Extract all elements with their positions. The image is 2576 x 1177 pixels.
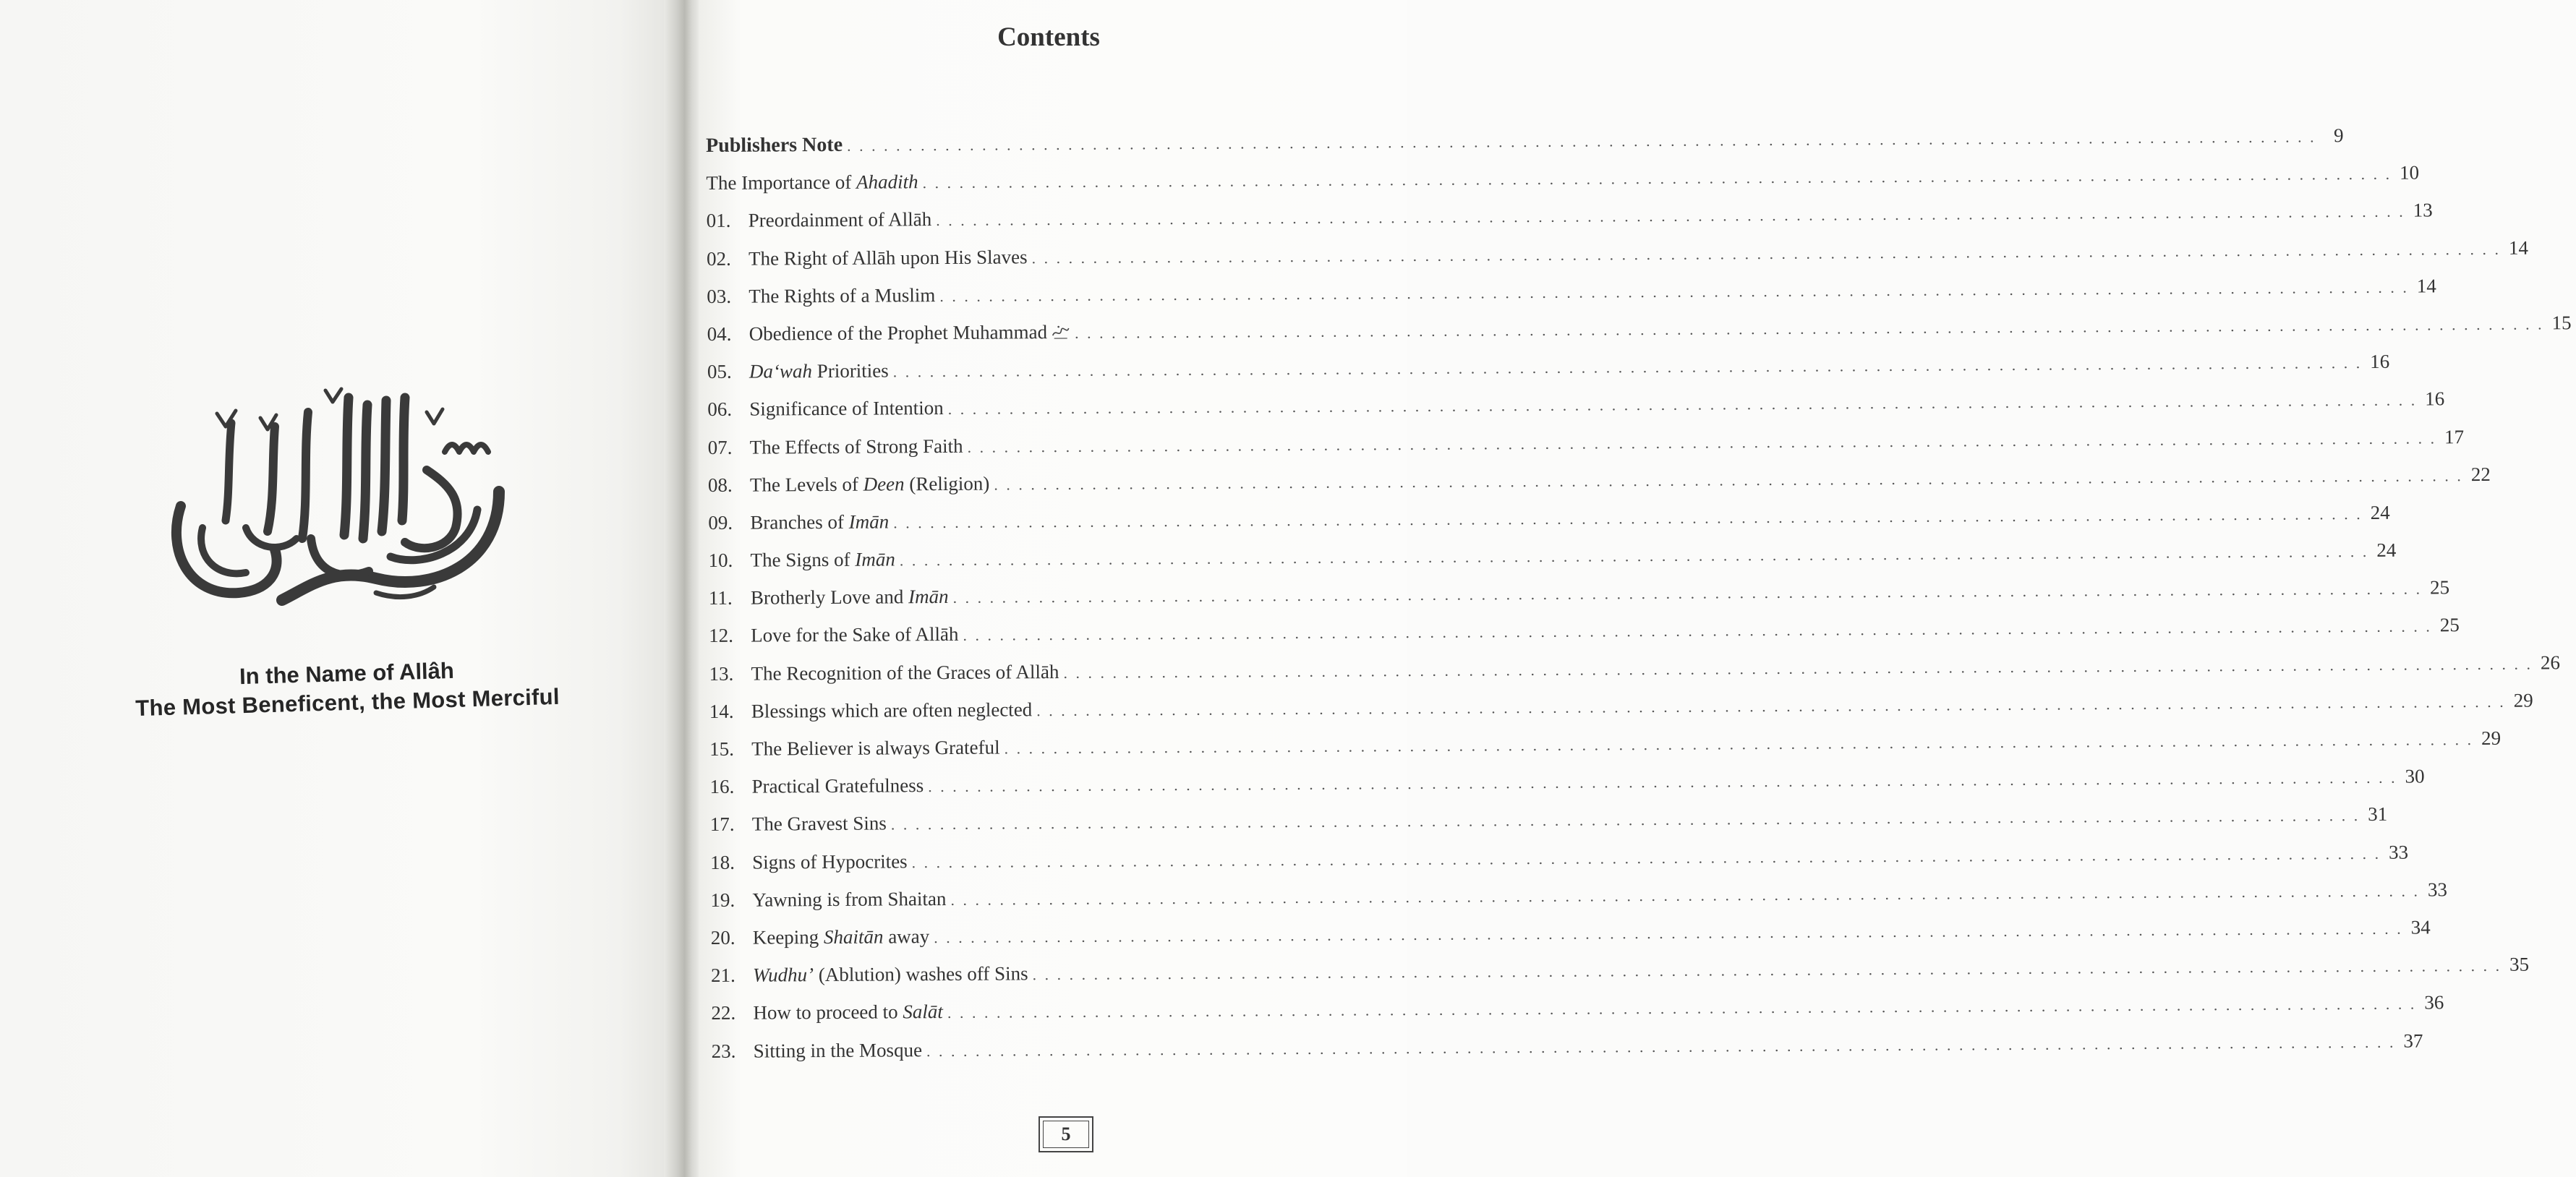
toc-entry-page: 24 <box>2376 539 2397 561</box>
toc-entry-page: 10 <box>2399 161 2420 184</box>
toc-title-text: Sitting in the Mosque <box>753 1038 923 1062</box>
toc-leader-dots: . . . . . . . . . . . . . . . . . . . . . . . . . . . . . . . . . . . . . . . . . . . . . . . . . . . . . . . . . . . . . . . . . . . . . . . . . . . . . . . . . . . . . . . . . . . . . . . . . . . . . . . . . . . . . . . . . . . . . . . . <box>847 127 2316 155</box>
toc-title-part: Brotherly Love and <box>750 586 909 609</box>
toc-entry-title <box>750 510 889 534</box>
toc-entry <box>710 841 2409 889</box>
toc-entry <box>707 275 2436 323</box>
toc-entry-title <box>752 850 908 873</box>
toc-entry-number: 01. <box>706 210 731 232</box>
toc-entry-number: 13. <box>709 662 734 685</box>
toc-entry-number: 14. <box>709 700 734 722</box>
toc-title-italic: Ahadith <box>856 171 918 193</box>
toc-leader-dots: . . . . . . . . . . . . . . . . . . . . . . . . . . . . . . . . . . . . . . . . . . . . . . . . . . . . . . . . . . . . . . . . . . . . . . . . . . . . . . . . . . . . . . . . . . . . . . . . . . . . . . . . . . . . . . . . . . . . . . . . <box>911 844 2381 871</box>
toc-entry-page: 25 <box>2429 576 2450 599</box>
toc-entry-title <box>750 435 963 458</box>
toc-entry-number: 17. <box>709 813 735 836</box>
toc-entry <box>711 991 2444 1040</box>
toc-entry-page: 25 <box>2439 614 2460 636</box>
toc-title-text: The Effects of Strong Faith <box>749 435 963 458</box>
toc-leader-dots: . . . . . . . . . . . . . . . . . . . . . . . . . . . . . . . . . . . . . . . . . . . . . . . . . . . . . . . . . . . . . . . . . . . . . . . . . . . . . . . . . . . . . . . . . . . . . . . . . . . . . . . . . . . . . . . . . . . . . . . . <box>934 919 2403 947</box>
toc-leader-dots: . . . . . . . . . . . . . . . . . . . . . . . . . . . . . . . . . . . . . . . . . . . . . . . . . . . . . . . . . . . . . . . . . . . . . . . . . . . . . . . . . . . . . . . . . . . . . . . . . . . . . . . . . . . . . . . . . . . . . . . . <box>947 390 2418 419</box>
toc-entry <box>710 916 2431 964</box>
toc-entry-title <box>752 888 946 912</box>
toc-entry-number: 23. <box>711 1040 736 1062</box>
toc-title-part: (Religion) <box>904 472 990 495</box>
toc-leader-dots: . . . . . . . . . . . . . . . . . . . . . . . . . . . . . . . . . . . . . . . . . . . . . . . . . . . . . . . . . . . . . . . . . . . . . . . . . . . . . . . . . . . . . . . . . . . . . . . . . . . . . . . . . . . . . . . . . . . . . . . . <box>890 806 2360 834</box>
toc-entry-title <box>750 472 990 496</box>
toc-leader-dots: . . . . . . . . . . . . . . . . . . . . . . . . . . . . . . . . . . . . . . . . . . . . . . . . . . . . . . . . . . . . . . . . . . . . . . . . . . . . . . . . . . . . . . . . . . . . . . . . . . . . . . . . . . . . . . . . . . . . . . . . <box>1032 956 2502 984</box>
toc-entry-page: 30 <box>2405 765 2425 787</box>
toc-leader-dots: . . . . . . . . . . . . . . . . . . . . . . . . . . . . . . . . . . . . . . . . . . . . . . . . . . . . . . . . . . . . . . . . . . . . . . . . . . . . . . . . . . . . . . . . . . . . . . . . . . . . . . . . . . . . . . . . . . . . . . . . <box>893 504 2363 532</box>
toc-entry <box>711 1030 2423 1078</box>
toc-entry <box>706 161 2420 210</box>
left-page <box>0 0 673 1177</box>
toc-entry <box>707 388 2445 437</box>
toc-title-part: Keeping <box>752 925 824 949</box>
toc-title-part: How to proceed to <box>753 1001 903 1024</box>
toc-entry-page: 24 <box>2370 501 2390 523</box>
toc-entry-number: 10. <box>708 549 733 572</box>
toc-entry-title <box>751 737 1000 761</box>
toc-title-text: Preordainment of Allāh <box>748 208 932 232</box>
toc-entry-page: 29 <box>2513 689 2533 711</box>
toc-title-text: Yawning is from Shaitan <box>752 887 947 911</box>
toc-entry <box>707 350 2390 398</box>
toc-entry-title <box>751 698 1033 722</box>
toc-entry-page: 15 <box>2551 312 2572 334</box>
toc-title-italic: Imān <box>848 510 890 533</box>
toc-title-italic: Imān <box>908 586 949 608</box>
toc-leader-dots: . . . . . . . . . . . . . . . . . . . . . . . . . . . . . . . . . . . . . . . . . . . . . . . . . . . . . . . . . . . . . . . . . . . . . . . . . . . . . . . . . . . . . . . . . . . . . . . . . . . . . . . . . . . . . . . . . . . . . . . . <box>926 1032 2396 1060</box>
toc-entry-number: 16. <box>709 775 735 798</box>
toc-leader-dots: . . . . . . . . . . . . . . . . . . . . . . . . . . . . . . . . . . . . . . . . . . . . . . . . . . . . . . . . . . . . . . . . . . . . . . . . . . . . . . . . . . . . . . . . . . . . . . . . . . . . . . . . . . . . . . . . . . . . . . . . <box>1036 692 2506 720</box>
toc-leader-dots: . . . . . . . . . . . . . . . . . . . . . . . . . . . . . . . . . . . . . . . . . . . . . . . . . . . . . . . . . . . . . . . . . . . . . . . . . . . . . . . . . . . . . . . . . . . . . . . . . . . . . . . . . . . . . . . . . . . . . . . . <box>947 994 2417 1022</box>
toc-title-part: The Signs of <box>750 548 856 571</box>
toc-title-text: The Right of Allāh upon His Slaves <box>748 245 1028 270</box>
toc-entry-number: 03. <box>707 285 732 307</box>
toc-entry-title <box>752 813 887 836</box>
toc-entry-title <box>751 548 895 571</box>
toc-leader-dots: . . . . . . . . . . . . . . . . . . . . . . . . . . . . . . . . . . . . . . . . . . . . . . . . . . . . . . . . . . . . . . . . . . . . . . . . . . . . . . . . . . . . . . . . . . . . . . . . . . . . . . . . . . . . . . . . . . . . . . . . <box>892 354 2363 381</box>
toc-entry-number: 04. <box>707 322 732 345</box>
toc-title-part: (Ablution) washes off Sins <box>814 962 1028 986</box>
toc-title-part: The Levels of <box>749 473 863 496</box>
toc-title-text: Practical Gratefulness <box>751 774 924 797</box>
toc-entry-title <box>753 925 930 949</box>
toc-title-text: Love for the Sake of Allāh <box>751 623 959 647</box>
toc-entry-page: 22 <box>2470 463 2491 485</box>
heading-line-2: The Most Beneficent, the Most Merciful <box>135 683 560 722</box>
toc-entry-title <box>749 284 935 308</box>
toc-entry-title <box>749 360 889 383</box>
toc-leader-dots: . . . . . . . . . . . . . . . . . . . . . . . . . . . . . . . . . . . . . . . . . . . . . . . . . . . . . . . . . . . . . . . . . . . . . . . . . . . . . . . . . . . . . . . . . . . . . . . . . . . . . . . . . . . . . . . . . . . . . . . . <box>939 278 2409 305</box>
toc-entry-number: 06. <box>707 398 733 421</box>
toc-entry-number: 19. <box>710 889 735 911</box>
bismillah-calligraphy-icon <box>159 383 513 615</box>
toc-title-text: Publishers Note <box>706 133 843 157</box>
toc-entry-title <box>753 1001 943 1024</box>
toc-entry <box>709 614 2460 663</box>
toc-entry-title <box>751 623 958 647</box>
toc-title-italic: Wudhu’ <box>753 964 814 986</box>
toc-entry <box>707 312 2572 361</box>
toc-title-part: Branches of <box>750 510 849 534</box>
toc-leader-dots: . . . . . . . . . . . . . . . . . . . . . . . . . . . . . . . . . . . . . . . . . . . . . . . . . . . . . . . . . . . . . . . . . . . . . . . . . . . . . . . . . . . . . . . . . . . . . . . . . . . . . . . . . . . . . . . . . . . . . . . . <box>936 202 2405 230</box>
toc-entry <box>706 236 2529 286</box>
toc-leader-dots: . . . . . . . . . . . . . . . . . . . . . . . . . . . . . . . . . . . . . . . . . . . . . . . . . . . . . . . . . . . . . . . . . . . . . . . . . . . . . . . . . . . . . . . . . . . . . . . . . . . . . . . . . . . . . . . . . . . . . . . . <box>899 542 2369 570</box>
toc-entry-title <box>706 134 843 158</box>
toc-entry-title <box>751 774 924 797</box>
toc-title-part: away <box>883 925 930 948</box>
toc-title-text: Signs of Hypocrites <box>752 849 908 873</box>
page-number-box <box>1038 1116 1093 1152</box>
toc-title-italic: Imān <box>855 548 895 570</box>
show-through-text <box>22 123 52 248</box>
toc-entry-page: 26 <box>2540 651 2560 674</box>
toc-entry-page: 17 <box>2444 425 2465 448</box>
toc-entry-number: 21. <box>711 964 735 987</box>
toc-title-text: The Believer is always Grateful <box>751 736 1000 760</box>
toc-entry-page: 14 <box>2416 275 2436 297</box>
toc-entry-number: 07. <box>707 436 733 458</box>
toc-entry-number: 08. <box>707 474 733 496</box>
toc-leader-dots: . . . . . . . . . . . . . . . . . . . . . . . . . . . . . . . . . . . . . . . . . . . . . . . . . . . . . . . . . . . . . . . . . . . . . . . . . . . . . . . . . . . . . . . . . . . . . . . . . . . . . . . . . . . . . . . . . . . . . . . . <box>952 579 2423 607</box>
toc-entry-number: 20. <box>710 926 735 949</box>
page-number: 5 <box>1043 1121 1089 1148</box>
toc-entry-title <box>751 661 1059 685</box>
toc-entry-title <box>753 962 1028 986</box>
toc-title-italic: Salāt <box>903 1001 943 1023</box>
toc-entry-number: 12. <box>709 625 734 647</box>
toc-leader-dots: . . . . . . . . . . . . . . . . . . . . . . . . . . . . . . . . . . . . . . . . . . . . . . . . . . . . . . . . . . . . . . . . . . . . . . . . . . . . . . . . . . . . . . . . . . . . . . . . . . . . . . . . . . . . . . . . . . . . . . . . <box>1004 730 2474 758</box>
toc-title-text: Obedience of the Prophet Muhammad <box>749 321 1048 345</box>
heading-line-1: In the Name of Allâh <box>239 657 455 690</box>
toc-entry <box>708 501 2390 549</box>
toc-entry <box>709 803 2388 852</box>
toc-entry-page: 16 <box>2370 350 2390 373</box>
toc-entry-page: 35 <box>2509 953 2530 975</box>
toc-entry-number: 09. <box>708 511 733 534</box>
toc-leader-dots: . . . . . . . . . . . . . . . . . . . . . . . . . . . . . . . . . . . . . . . . . . . . . . . . . . . . . . . . . . . . . . . . . . . . . . . . . . . . . . . . . . . . . . . . . . . . . . . . . . . . . . . . . . . . . . . . . . . . . . . . <box>963 617 2432 645</box>
toc-entry-page: 14 <box>2508 236 2529 259</box>
toc-entry-page: 16 <box>2425 388 2445 410</box>
toc-entry-page: 37 <box>2403 1030 2423 1052</box>
toc-entry-page: 13 <box>2413 199 2433 221</box>
toc-entry-title <box>749 208 932 232</box>
toc-entry-page: 31 <box>2368 803 2388 826</box>
toc-entry <box>708 539 2397 587</box>
toc-title-italic: Shaitān <box>823 925 884 948</box>
toc-entry <box>707 425 2465 474</box>
toc-leader-dots: . . . . . . . . . . . . . . . . . . . . . . . . . . . . . . . . . . . . . . . . . . . . . . . . . . . . . . . . . . . . . . . . . . . . . . . . . . . . . . . . . . . . . . . . . . . . . . . . . . . . . . . . . . . . . . . . . . . . . . . . <box>1063 654 2533 682</box>
toc-leader-dots: . . . . . . . . . . . . . . . . . . . . . . . . . . . . . . . . . . . . . . . . . . . . . . . . . . . . . . . . . . . . . . . . . . . . . . . . . . . . . . . . . . . . . . . . . . . . . . . . . . . . . . . . . . . . . . . . . . . . . . . . <box>928 768 2397 796</box>
toc-title-text: Blessings which are often neglected <box>751 698 1033 722</box>
toc-entry-number: 15. <box>709 737 735 760</box>
toc-entry-page: 36 <box>2424 991 2444 1014</box>
toc-entry-number: 22. <box>711 1002 736 1024</box>
toc-title-part: The Importance of <box>706 171 857 194</box>
toc-title-text: The Recognition of the Graces of Allāh <box>751 660 1059 685</box>
toc-title-text: Significance of Intention <box>749 397 944 420</box>
toc-title-part: Priorities <box>811 359 889 382</box>
toc-title-text: The Rights of a Muslim <box>749 283 936 307</box>
toc-entry-title <box>706 171 918 194</box>
toc-leader-dots: . . . . . . . . . . . . . . . . . . . . . . . . . . . . . . . . . . . . . . . . . . . . . . . . . . . . . . . . . . . . . . . . . . . . . . . . . . . . . . . . . . . . . . . . . . . . . . . . . . . . . . . . . . . . . . . . . . . . . . . . <box>1031 239 2502 267</box>
toc-entry-number: 18. <box>710 851 735 873</box>
contents-title: Contents <box>997 22 1100 52</box>
toc-entry-title <box>754 1039 922 1062</box>
toc-entry <box>709 765 2425 813</box>
toc-entry-page: 34 <box>2410 916 2431 938</box>
toc-entry-title <box>751 586 949 609</box>
toc-entry <box>706 124 2344 172</box>
salutation-icon <box>1052 324 1070 340</box>
toc-entry <box>711 953 2530 1002</box>
toc-entry-title <box>749 321 1071 346</box>
toc-entry <box>708 576 2450 625</box>
toc-entry-number: 05. <box>707 360 732 383</box>
toc-title-italic: Deen <box>863 473 905 495</box>
toc-title-text: The Gravest Sins <box>751 812 887 836</box>
toc-entry-number: 11. <box>708 587 733 609</box>
toc-entry-page: 33 <box>2388 841 2409 863</box>
toc-leader-dots: . . . . . . . . . . . . . . . . . . . . . . . . . . . . . . . . . . . . . . . . . . . . . . . . . . . . . . . . . . . . . . . . . . . . . . . . . . . . . . . . . . . . . . . . . . . . . . . . . . . . . . . . . . . . . . . . . . . . . . . . <box>967 428 2437 456</box>
book-gutter <box>664 0 701 1177</box>
toc-entry <box>706 199 2433 248</box>
toc-entry-title <box>749 397 944 421</box>
toc-entry-page: 29 <box>2481 727 2502 750</box>
toc-entry-page: 33 <box>2427 878 2448 901</box>
toc-leader-dots: . . . . . . . . . . . . . . . . . . . . . . . . . . . . . . . . . . . . . . . . . . . . . . . . . . . . . . . . . . . . . . . . . . . . . . . . . . . . . . . . . . . . . . . . . . . . . . . . . . . . . . . . . . . . . . . . . . . . . . . . <box>1074 314 2544 342</box>
toc-leader-dots: . . . . . . . . . . . . . . . . . . . . . . . . . . . . . . . . . . . . . . . . . . . . . . . . . . . . . . . . . . . . . . . . . . . . . . . . . . . . . . . . . . . . . . . . . . . . . . . . . . . . . . . . . . . . . . . . . . . . . . . . <box>994 466 2463 494</box>
toc-leader-dots: . . . . . . . . . . . . . . . . . . . . . . . . . . . . . . . . . . . . . . . . . . . . . . . . . . . . . . . . . . . . . . . . . . . . . . . . . . . . . . . . . . . . . . . . . . . . . . . . . . . . . . . . . . . . . . . . . . . . . . . . <box>950 881 2421 909</box>
toc-entry-title <box>749 246 1028 270</box>
toc-title-italic: Da‘wah <box>749 360 813 382</box>
bismillah-heading <box>72 651 623 724</box>
toc-entry-page: 9 <box>2333 124 2344 147</box>
toc-entry-number: 02. <box>706 247 731 270</box>
toc-entry <box>709 689 2533 738</box>
toc-leader-dots: . . . . . . . . . . . . . . . . . . . . . . . . . . . . . . . . . . . . . . . . . . . . . . . . . . . . . . . . . . . . . . . . . . . . . . . . . . . . . . . . . . . . . . . . . . . . . . . . . . . . . . . . . . . . . . . . . . . . . . . . <box>922 164 2392 192</box>
table-of-contents <box>706 124 2572 1077</box>
